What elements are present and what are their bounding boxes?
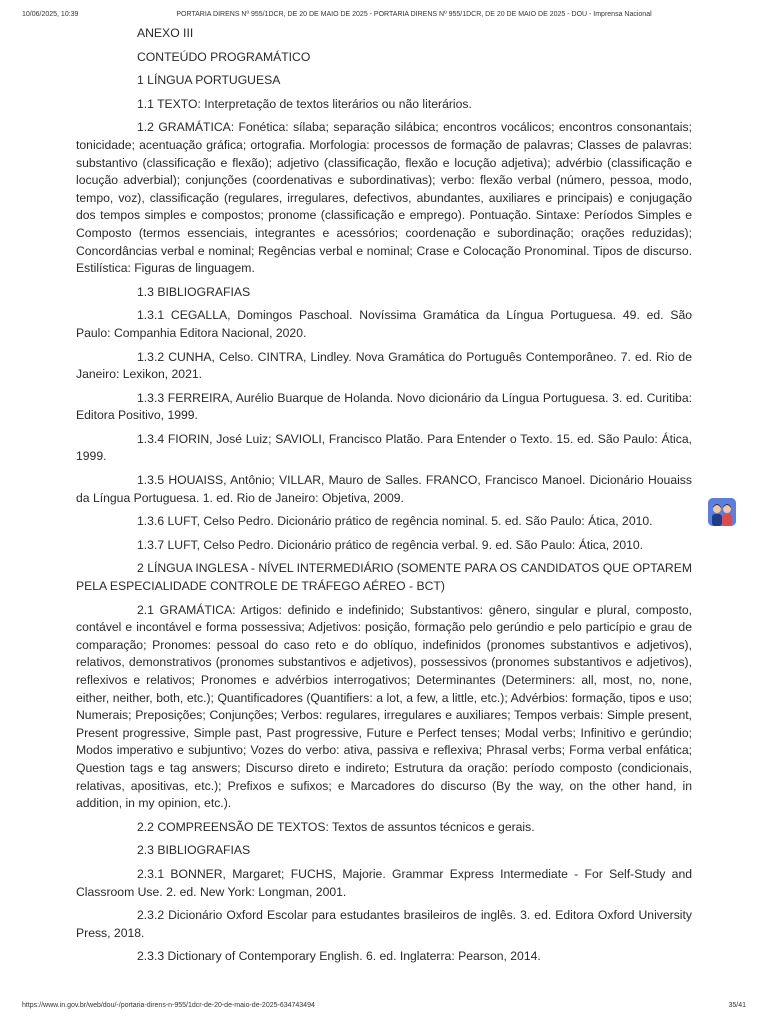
section-heading: 1 LÍNGUA PORTUGUESA bbox=[137, 73, 281, 88]
bibliography-item: 2.3.2 Dicionário Oxford Escolar para estudantes brasileiros de inglês. 3. ed. Editora Oxford University Press, 2018. bbox=[76, 908, 692, 940]
bibliography-item: 2.3.1 BONNER, Margaret; FUCHS, Majorie. Grammar Express Intermediate - For Self-Study and Classroom Use. 2. ed. New York: Longman, 2001. bbox=[76, 866, 692, 899]
bibliography-item: 1.3.4 FIORIN, José Luiz; SAVIOLI, Francisco Platão. Para Entender o Texto. 15. ed. São Paulo: Ática, 1999. bbox=[76, 431, 692, 464]
paragraph: 2.2 COMPREENSÃO DE TEXTOS: Textos de assuntos técnicos e gerais. bbox=[137, 819, 535, 834]
bibliography-item: 1.3.5 HOUAISS, Antônio; VILLAR, Mauro de Salles. FRANCO, Francisco Manoel. Dicionário Houaiss da Língua Portuguesa. 1. ed. Rio de Janeiro: Objetiva, 2009. bbox=[76, 473, 692, 505]
paragraph: 2.1 GRAMÁTICA: Artigos: definido e indefinido; Substantivos: gênero, singular e plural, composto, contável e incontável e forma possessiva; Adjetivos: posição, formação pelo gerúndio e pelo particípio e grau de comparação; Pronomes: pessoal do caso reto e do oblíquo, indefinidos (pronomes substantivos e adjetivos), relativos, demonstrativos (pronomes substantivos e adjetivos), possessivos (pronomes substantivos e adjetivos), reflexivos e relativos; Pronomes e advérbios interrogativos; Determinantes (Determiners: all, most, no, none, either, neither, both, etc.); Quantificadores (Quantifiers: a lot, a few, a little, etc.); Advérbios: formação, tipos e uso; Numerais; Preposições; Conjunções; Verbos: regulares, irregulares e auxiliares; Tempos verbais: Simple present, Present progressive, Simple past, Past progressive, Future e Perfect tenses; Modal verbs; Infinitivo e gerúndio; Modos imperativo e subjuntivo; Vozes do verbo: ativa, passiva e reflexiva; Phrasal verbs; Forma verbal enfática; Question tags e tag answers; Discurso direto e indireto; Estrutura da oração: período composto (condicionais, relativas, apositivas, etc.); Prefixos e sufixos; e Marcadores do discurso (By the way, on the other hand, in addition, in my opinion, etc.). bbox=[76, 602, 692, 811]
section-heading: CONTEÚDO PROGRAMÁTICO bbox=[137, 49, 311, 64]
print-title: PORTARIA DIRENS Nº 955/1DCR, DE 20 DE MAIO DE 2025 - PORTARIA DIRENS Nº 955/1DCR, DE 20 DE MAIO DE 2025 - DOU - Imprensa Nacional bbox=[176, 11, 652, 18]
document-body bbox=[76, 25, 692, 972]
bibliography-item: 1.3.3 FERREIRA, Aurélio Buarque de Holanda. Novo dicionário da Língua Portuguesa. 3. ed. Curitiba: Editora Positivo, 1999. bbox=[76, 390, 692, 423]
section-heading: 2 LÍNGUA INGLESA - NÍVEL INTERMEDIÁRIO (SOMENTE PARA OS CANDIDATOS QUE OPTAREM PELA ESPECIALIDADE CONTROLE DE TRÁFEGO AÉREO - BCT) bbox=[76, 561, 692, 594]
section-heading: 1.3 BIBLIOGRAFIAS bbox=[137, 284, 251, 299]
print-footer bbox=[22, 1002, 746, 1009]
people-icon bbox=[708, 498, 736, 526]
paragraph: 1.1 TEXTO: Interpretação de textos literários ou não literários. bbox=[137, 96, 472, 111]
bibliography-item: 1.3.6 LUFT, Celso Pedro. Dicionário prático de regência nominal. 5. ed. São Paulo: Ática, 2010. bbox=[137, 514, 653, 529]
print-header bbox=[22, 11, 746, 18]
assistant-avatar-button[interactable] bbox=[708, 498, 736, 526]
print-timestamp: 10/06/2025, 10:39 bbox=[22, 11, 79, 18]
bibliography-item: 1.3.2 CUNHA, Celso. CINTRA, Lindley. Nova Gramática do Português Contemporâneo. 7. ed. Rio de Janeiro: Lexikon, 2021. bbox=[76, 349, 692, 382]
page-number: 35/41 bbox=[728, 1002, 746, 1009]
page-url: https://www.in.gov.br/web/dou/-/portaria-direns-n-955/1dcr-de-20-de-maio-de-2025-634743494 bbox=[22, 1002, 315, 1009]
paragraph: 1.2 GRAMÁTICA: Fonética: sílaba; separação silábica; encontros vocálicos; encontros consonantais; tonicidade; acentuação gráfica; ortografia. Morfologia: processos de formação de palavras; Classes de palavras: substantivo (classificação e flexão); adjetivo (classificação, flexão e locução adjetiva); advérbio (classificação e locução adverbial); conjunções (coordenativas e subordinativas); verbo: flexão verbal (número, pessoa, modo, tempo, voz), classificação (regulares, irregulares, defectivos, abundantes, auxiliares e principais) e conjugação dos tempos simples e compostos; pronome (classificação e emprego). Pontuação. Sintaxe: Períodos Simples e Composto (termos essenciais, integrantes e acessórios; coordenação e subordinação; orações reduzidas); Concordâncias verbal e nominal; Regências verbal e nominal; Crase e Colocação Pronominal. Tipos de discurso. Estilística: Figuras de linguagem. bbox=[76, 120, 692, 276]
bibliography-item: 2.3.3 Dictionary of Contemporary English. 6. ed. Inglaterra: Pearson, 2014. bbox=[137, 949, 541, 964]
bibliography-item: 1.3.7 LUFT, Celso Pedro. Dicionário prático de regência verbal. 9. ed. São Paulo: Ática, 2010. bbox=[137, 537, 644, 552]
bibliography-item: 1.3.1 CEGALLA, Domingos Paschoal. Novíssima Gramática da Língua Portuguesa. 49. ed. São Paulo: Companhia Editora Nacional, 2020. bbox=[76, 308, 692, 340]
annex-heading: ANEXO III bbox=[137, 26, 194, 40]
section-heading: 2.3 BIBLIOGRAFIAS bbox=[137, 843, 251, 858]
